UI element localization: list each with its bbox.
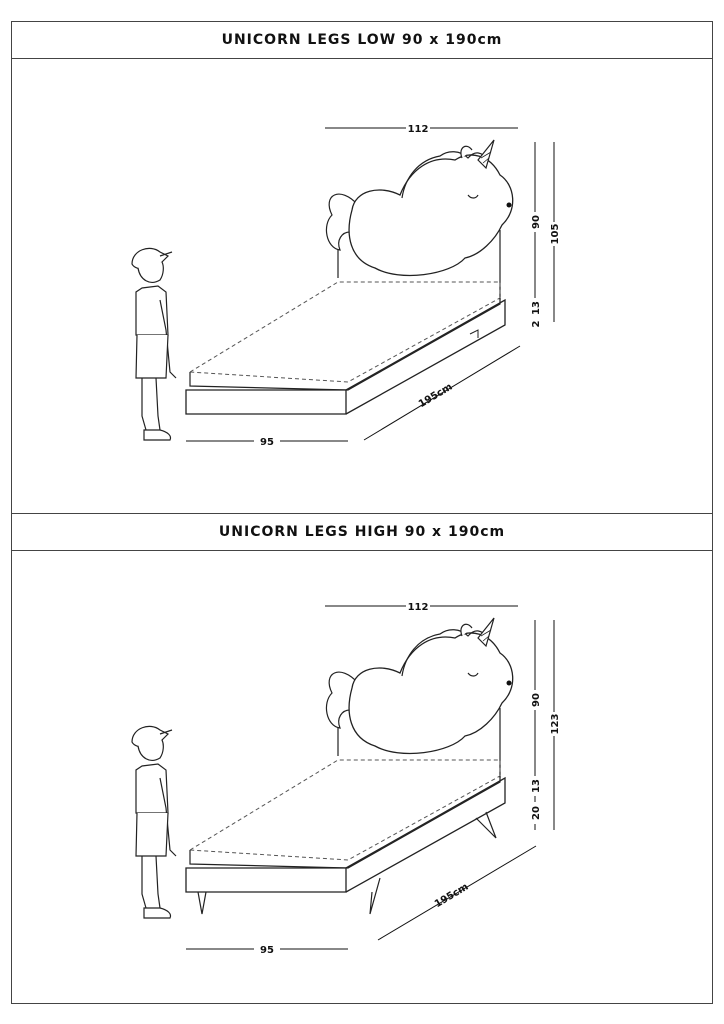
dim-label: 195cm — [416, 381, 455, 411]
dim-label: 90 — [531, 693, 542, 707]
dim-label: 95 — [260, 945, 274, 956]
dim-label: 2 — [531, 320, 542, 328]
dimension-bed-width-low — [186, 434, 348, 448]
section-header — [12, 514, 712, 551]
dim-label: 20 — [531, 806, 542, 820]
dim-label: 123 — [550, 713, 561, 735]
section-title: UNICORN LEGS LOW 90 x 190cm — [221, 32, 503, 48]
dim-label: 13 — [531, 779, 542, 793]
dim-label: 90 — [531, 215, 542, 229]
child-figure-low — [132, 248, 176, 440]
section-title: UNICORN LEGS HIGH 90 x 190cm — [218, 524, 506, 540]
section-high — [11, 513, 713, 1004]
dimension-width-top-low — [325, 121, 518, 135]
dim-label: 195cm — [432, 881, 471, 911]
dim-label: 112 — [407, 124, 429, 135]
dim-label: 112 — [407, 602, 429, 613]
dim-label: 95 — [260, 437, 274, 448]
dimension-height-total-low — [547, 142, 561, 322]
dimension-height-head-low — [528, 142, 542, 328]
dim-label: 13 — [531, 301, 542, 315]
dim-label: 105 — [550, 223, 561, 245]
unicorn-bed-low — [186, 140, 513, 414]
